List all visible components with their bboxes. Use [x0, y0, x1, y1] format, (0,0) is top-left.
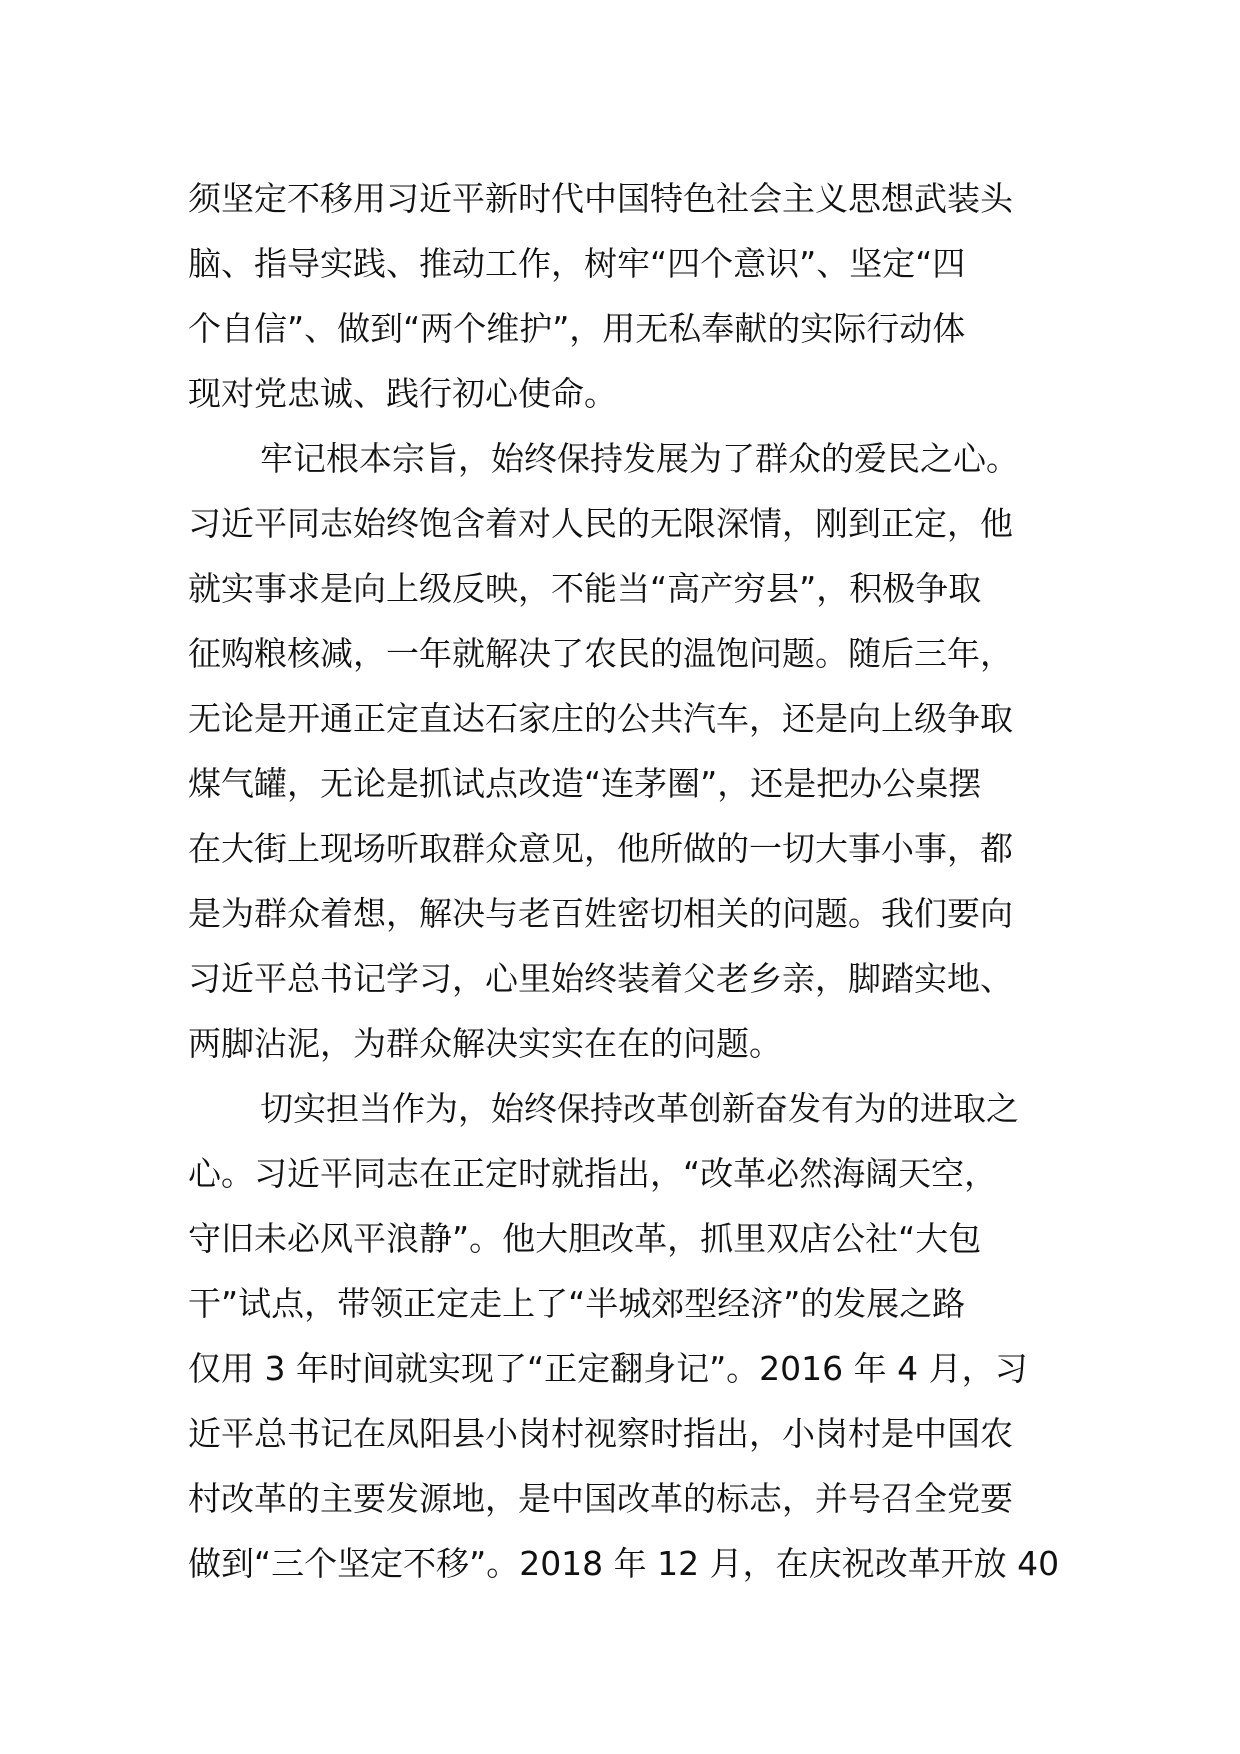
text-line: 习近平总书记学习，心里始终装着父老乡亲，脚踏实地、 [188, 959, 1013, 998]
text-line: 须坚定不移用习近平新时代中国特色社会主义思想武装头 [188, 179, 1013, 218]
text-line: 习近平同志始终饱含着对人民的无限深情，刚到正定，他 [188, 504, 1013, 543]
text-line: 就实事求是向上级反映，不能当“高产穷县”，积极争取 [188, 569, 982, 608]
text-line: 做到“三个坚定不移”。2018 年 12 月，在庆祝改革开放 40 [188, 1544, 1060, 1583]
paragraph-start-line: 切实担当作为，始终保持改革创新奋发有为的进取之 [260, 1089, 1019, 1128]
text-line: 在大街上现场听取群众意见，他所做的一切大事小事，都 [188, 829, 1013, 868]
text-line: 现对党忠诚、践行初心使命。 [188, 374, 617, 413]
text-line: 守旧未必风平浪静”。他大胆改革，抓里双店公社“大包 [188, 1219, 982, 1258]
text-line: 近平总书记在凤阳县小岗村视察时指出，小岗村是中国农 [188, 1414, 1013, 1453]
text-line: 村改革的主要发源地，是中国改革的标志，并号召全党要 [188, 1479, 1013, 1518]
text-line: 是为群众着想，解决与老百姓密切相关的问题。我们要向 [188, 894, 1013, 933]
text-line: 征购粮核减，一年就解决了农民的温饱问题。随后三年， [188, 634, 1013, 673]
text-line: 仅用 3 年时间就实现了“正定翻身记”。2016 年 4 月，习 [188, 1349, 1028, 1388]
text-line: 脑、指导实践、推动工作，树牢“四个意识”、坚定“四 [188, 244, 966, 283]
text-line: 无论是开通正定直达石家庄的公共汽车，还是向上级争取 [188, 699, 1013, 738]
text-line: 煤气罐，无论是抓试点改造“连茅圈”，还是把办公桌摆 [188, 764, 982, 803]
text-line: 两脚沾泥，为群众解决实实在在的问题。 [188, 1024, 782, 1063]
body-text [188, 166, 1068, 1596]
text-line: 干”试点，带领正定走上了“半城郊型经济”的发展之路 [188, 1284, 966, 1323]
text-line: 个自信”、做到“两个维护”，用无私奉献的实际行动体 [188, 309, 966, 348]
text-line: 心。习近平同志在正定时就指出，“改革必然海阔天空， [188, 1154, 998, 1193]
paragraph-start-line: 牢记根本宗旨，始终保持发展为了群众的爱民之心。 [260, 439, 1019, 478]
